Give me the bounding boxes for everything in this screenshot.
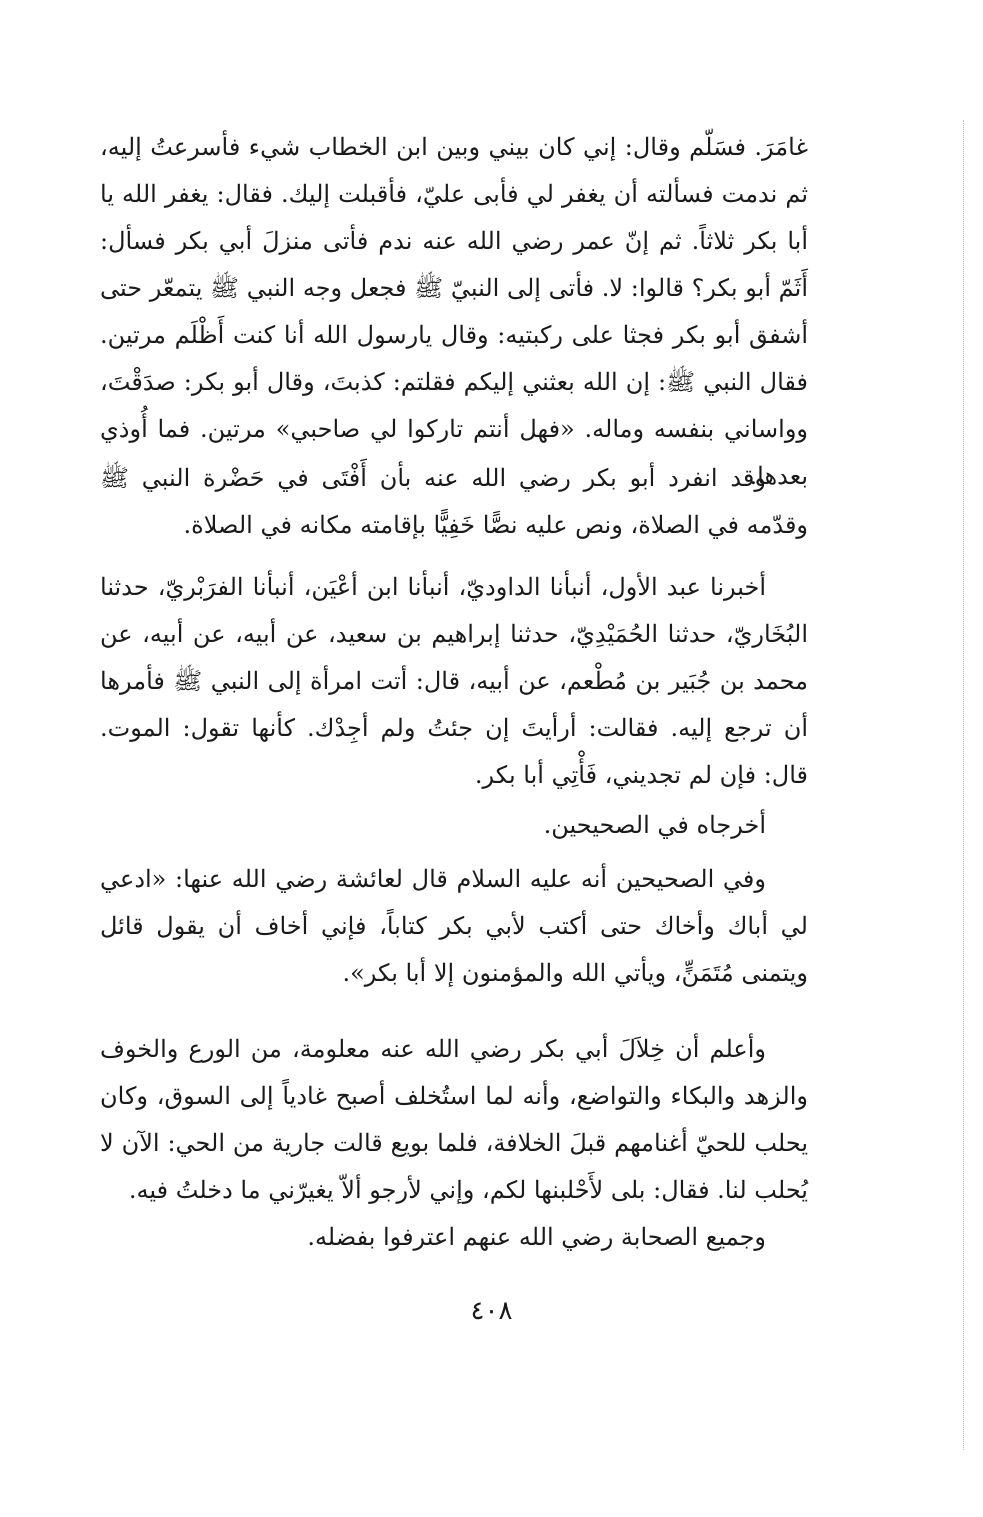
paragraph-6: وأعلم أن خِلاَلَ أبي بكر رضي الله عنه معلومة، من الورع والخوف والزهد والبكاء والتواضع، وأنه لما استُخلف أصبح غادياً إلى السوق، وكان يحلب للحيّ أغنامهم قبلَ الخلافة، فلما بويع قالت جارية من الحي: الآن لا يُحلب لنا. فقال: بلى لأَحْلبنها لكم، وإني لأرجو ألاّ يغيرّني ما دخلتُ فيه. <box>100 1035 808 1204</box>
page-number: ٤٠٨ <box>470 1296 513 1326</box>
paragraph-2: وقد انفرد أبو بكر رضي الله عنه بأن أَفْتَى في حَضْرة النبي ﷺ وقدّمه في الصلاة، ونص عليه نصًّا خَفِيًّا بإقامته مكانه في الصلاة. <box>100 464 808 539</box>
scan-edge-line <box>963 120 964 1450</box>
paragraph-5: وفي الصحيحين أنه عليه السلام قال لعائشة رضي الله عنها: «ادعي لي أباك وأخاك حتى أكتب لأبي بكر كتاباً، فإني أخاف أن يقول قائل ويتمنى مُتَمَنٍّ، ويأتي الله والمؤمنون إلا أبا بكر». <box>100 865 808 987</box>
paragraph-4: أخرجاه في الصحيحين. <box>543 811 766 839</box>
paragraph-7: وجميع الصحابة رضي الله عنهم اعترفوا بفضله. <box>307 1223 766 1251</box>
paragraph-1: غامَرَ. فسَلّم وقال: إني كان بيني وبين ابن الخطاب شيء فأسرعتُ إليه، ثم ندمت فسألته أن يغفر لي فأبى عليّ، فأقبلت إليك. فقال: يغفر الله يا أبا بكر ثلاثاً. ثم إنّ عمر رضي الله عنه ندم فأتى منزلَ أبي بكر فسأل: أَثَمّ أبو بكر؟ قالوا: لا. فأتى إلى النبيّ ﷺ فجعل وجه النبي ﷺ يتمعّر حتى أشفق أبو بكر فجثا على ركبتيه: وقال يارسول الله أنا كنت أَظْلَم مرتين. فقال النبي ﷺ: إن الله بعثني إليكم فقلتم: كذبتَ، وقال أبو بكر: صدَقْتَ، وواساني بنفسه وماله. «فهل أنتم تاركوا لي صاحبي» مرتين. فما أُوذي بعدها. <box>100 133 809 490</box>
paragraph-3: أخبرنا عبد الأول، أنبأنا الداوديّ، أنبأنا ابن أعْيَن، أنبأنا الفرَبْريّ، حدثنا البُخَاريّ، حدثنا الحُمَيْدِيّ، حدثنا إبراهيم بن سعيد، عن أبيه، عن أبيه، عن محمد بن جُبَير بن مُطْعم، عن أبيه، قال: أتت امرأة إلى النبي ﷺ فأمرها أن ترجع إليه. فقالت: أرأيتَ إن جئتُ ولم أجِدْك. كأنها تقول: الموت. قال: فإن لم تجديني، فَأْتِي أبا بكر. <box>100 573 808 789</box>
